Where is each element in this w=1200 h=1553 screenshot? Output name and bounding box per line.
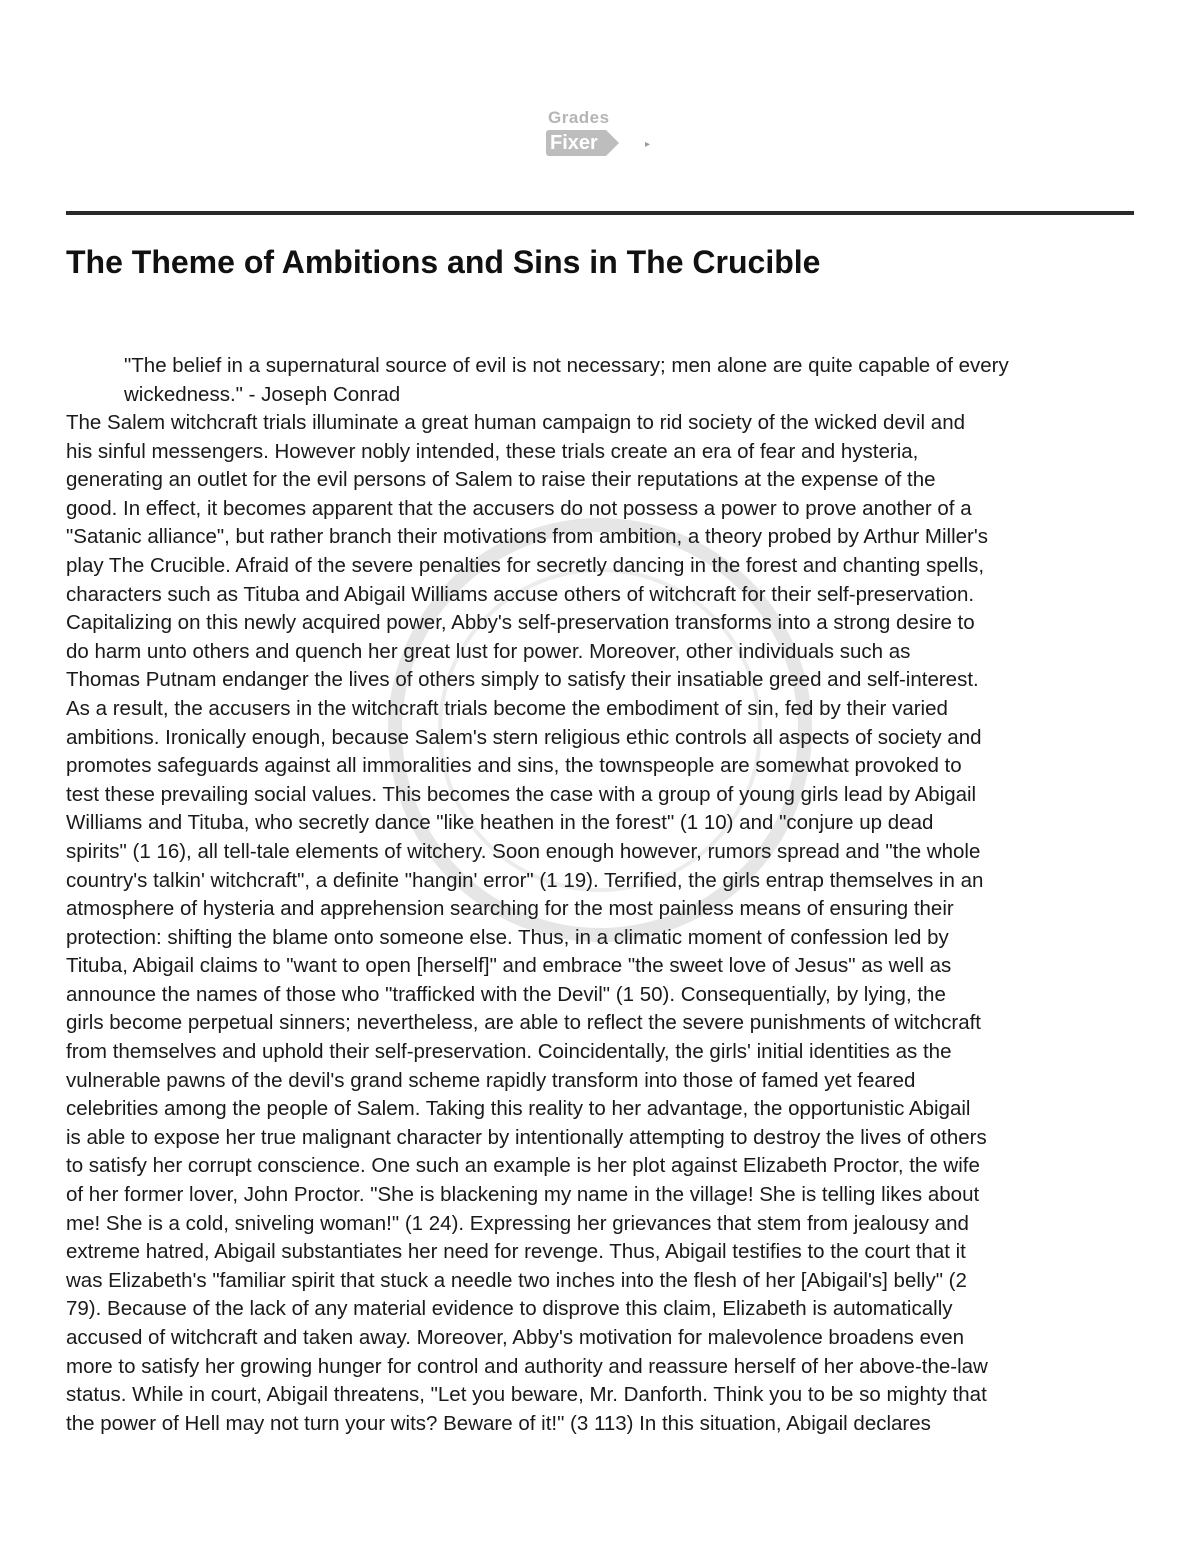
document-title: The Theme of Ambitions and Sins in The Crucible [66, 244, 821, 280]
logo-fixer-tag: Fixer [546, 130, 606, 156]
gradesfixer-logo[interactable] [546, 108, 656, 160]
logo-grades-text: Grades [548, 108, 610, 127]
essay-body: The Salem witchcraft trials illuminate a great human campaign to rid society of the wicked devil and his sinful messengers. However nobly intended, these trials create an era of fear and hysteria, generating an outlet for the evil persons of Salem to raise their reputations at the expense of the good. In effect, it becomes apparent that the accusers do not possess a power to prove another of a "Satanic alliance", but rather branch their motivations from ambition, a theory probed by Arthur Miller's play The Crucible. Afraid of the severe penalties for secretly dancing in the forest and chanting spells, characters such as Tituba and Abigail Williams accuse others of witchcraft for their self-preservation. Capitalizing on this newly acquired power, Abby's self-preservation transforms into a strong desire to do harm unto others and quench her great lust for power. Moreover, other individuals such as Thomas Putnam endanger the lives of others simply to satisfy their insatiable greed and self-interest. As a result, the accusers in the witchcraft trials become the embodiment of sin, fed by their varied ambitions. Ironically enough, because Salem's stern religious ethic controls all aspects of society and promotes safeguards against all immoralities and sins, the townspeople are somewhat provoked to test these prevailing social values. This becomes the case with a group of young girls lead by Abigail Williams and Tituba, who secretly dance "like heathen in the forest" (1 10) and "conjure up dead spirits" (1 16), all tell-tale elements of witchery. Soon enough however, rumors spread and "the whole country's talkin' witchcraft", a definite "hangin' error" (1 19). Terrified, the girls entrap themselves in an atmosphere of hysteria and apprehension searching for the most painless means of ensuring their protection: shifting the blame onto someone else. Thus, in a climatic moment of confession led by Tituba, Abigail claims to "want to open [herself]" and embrace "the sweet love of Jesus" as well as announce the names of those who "trafficked with the Devil" (1 50). Consequentially, by lying, the girls become perpetual sinners; nevertheless, are able to reflect the severe punishments of witchcraft from themselves and uphold their self-preservation. Coincidentally, the girls' initial identities as the vulnerable pawns of the devil's grand scheme rapidly transform into those of famed yet feared celebrities among the people of Salem. Taking this reality to her advantage, the opportunistic Abigail is able to expose her true malignant character by intentionally attempting to destroy the lives of others to satisfy her corrupt conscience. One such an example is her plot against Elizabeth Proctor, the wife of her former lover, John Proctor. "She is blackening my name in the village! She is telling likes about me! She is a cold, sniveling woman!" (1 24). Expressing her grievances that stem from jealousy and extreme hatred, Abigail substantiates her need for revenge. Thus, Abigail testifies to the court that it was Elizabeth's "familiar spirit that stuck a needle two inches into the flesh of her [Abigail's] belly" (2 79). Because of the lack of any material evidence to disprove this claim, Elizabeth is automatically accused of witchcraft and taken away. Moreover, Abby's motivation for malevolence broadens even more to satisfy her growing hunger for control and authority and reassure herself of her above-the-law status. While in court, Abigail threatens, "Let you beware, Mr. Danforth. Think you to be so mighty that the power of Hell may not turn your wits? Beware of it!" (3 113) In this situation, Abigail declares [66, 411, 989, 1435]
logo-arrow-icon: ▸ [645, 139, 651, 150]
epigraph-quote: "The belief in a supernatural source of evil is not necessary; men alone are quite capable of every wickedness." - Joseph Conrad [124, 354, 1009, 406]
header-divider [66, 211, 1134, 215]
